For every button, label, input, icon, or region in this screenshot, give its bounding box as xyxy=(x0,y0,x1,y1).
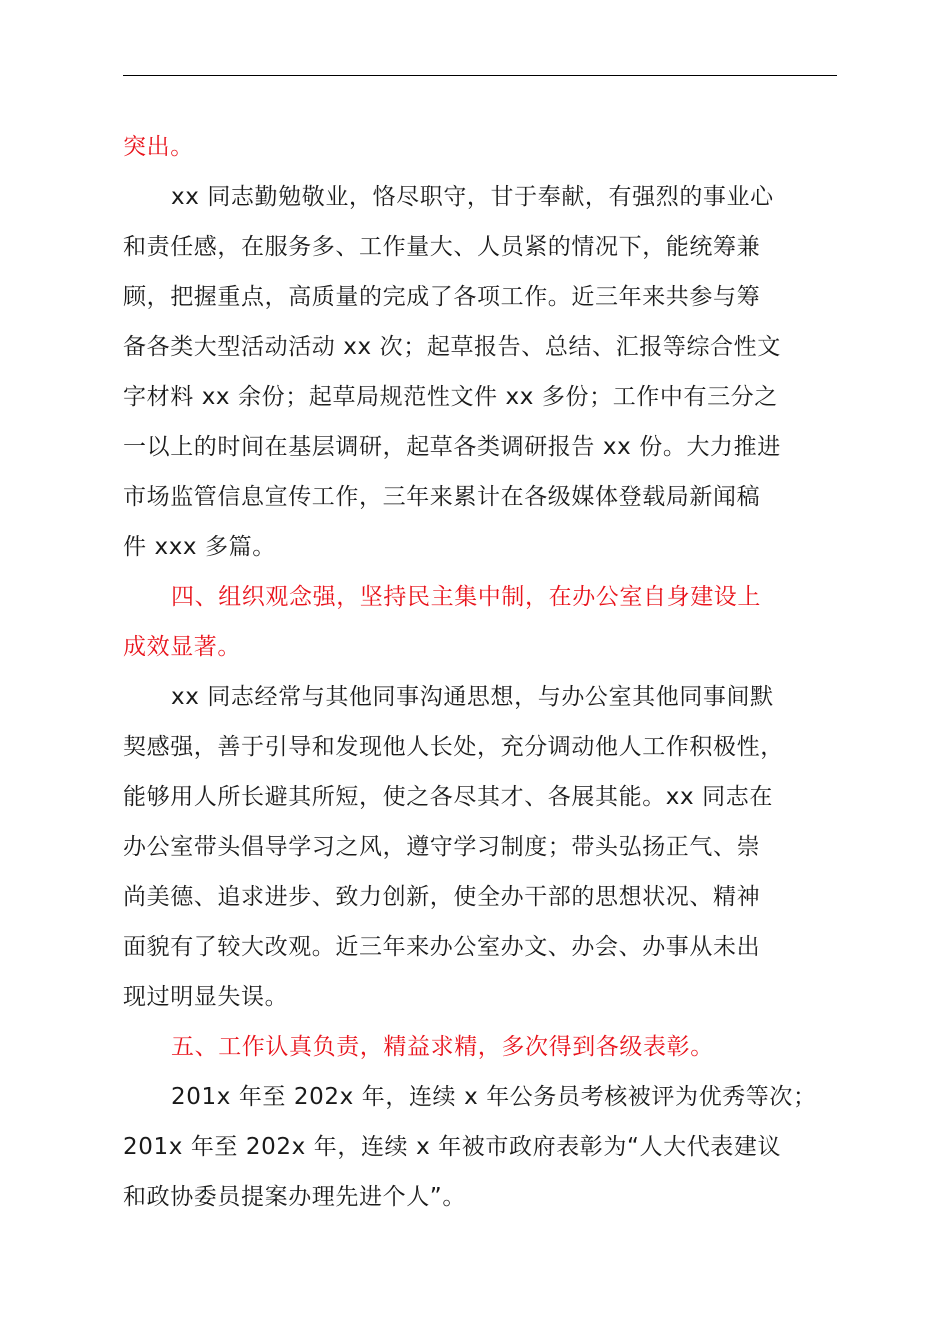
paragraph-3-line: 件 xxx 多篇。 xyxy=(123,534,276,560)
paragraph-5-line: 201x 年至 202x 年，连续 x 年公务员考核被评为优秀等次； xyxy=(171,1084,817,1110)
paragraph-3-line: 一以上的时间在基层调研，起草各类调研报告 xx 份。大力推进 xyxy=(123,434,781,460)
paragraph-3-line: 市场监管信息宣传工作，三年来累计在各级媒体登载局新闻稿 xyxy=(123,484,761,510)
paragraph-3-line: 字材料 xx 余份；起草局规范性文件 xx 多份；工作中有三分之 xyxy=(123,384,778,410)
paragraph-4-line: 契感强，善于引导和发现他人长处，充分调动他人工作积极性， xyxy=(123,734,784,760)
paragraph-4-line: xx 同志经常与其他同事沟通思想，与办公室其他同事间默 xyxy=(171,684,774,710)
header-rule xyxy=(123,75,837,76)
paragraph-4-line: 面貌有了较大改观。近三年来办公室办文、办会、办事从未出 xyxy=(123,934,761,960)
paragraph-3-line: 备各类大型活动活动 xx 次；起草报告、总结、汇报等综合性文 xyxy=(123,334,781,360)
paragraph-3-line: xx 同志勤勉敬业，恪尽职守，甘于奉献，有强烈的事业心 xyxy=(171,184,774,210)
paragraph-4-line: 能够用人所长避其所短，使之各尽其才、各展其能。xx 同志在 xyxy=(123,784,773,810)
paragraph-5-line: 和政协委员提案办理先进个人”。 xyxy=(123,1184,466,1210)
paragraph-3-line: 和责任感，在服务多、工作量大、人员紧的情况下，能统筹兼 xyxy=(123,234,761,260)
heading-3-continuation: 突出。 xyxy=(123,134,194,160)
paragraph-4-line: 办公室带头倡导学习之风，遵守学习制度；带头弘扬正气、崇 xyxy=(123,834,761,860)
heading-4: 四、组织观念强，坚持民主集中制，在办公室自身建设上 xyxy=(171,584,761,610)
paragraph-3-line: 顾，把握重点，高质量的完成了各项工作。近三年来共参与筹 xyxy=(123,284,761,310)
heading-5: 五、工作认真负责，精益求精，多次得到各级表彰。 xyxy=(171,1034,714,1060)
document-body xyxy=(123,122,839,1222)
paragraph-5-line: 201x 年至 202x 年，连续 x 年被市政府表彰为“人大代表建议 xyxy=(123,1134,782,1160)
heading-4-continuation: 成效显著。 xyxy=(123,634,241,660)
paragraph-4-line: 尚美德、追求进步、致力创新，使全办干部的思想状况、精神 xyxy=(123,884,761,910)
paragraph-4-line: 现过明显失误。 xyxy=(123,984,289,1010)
